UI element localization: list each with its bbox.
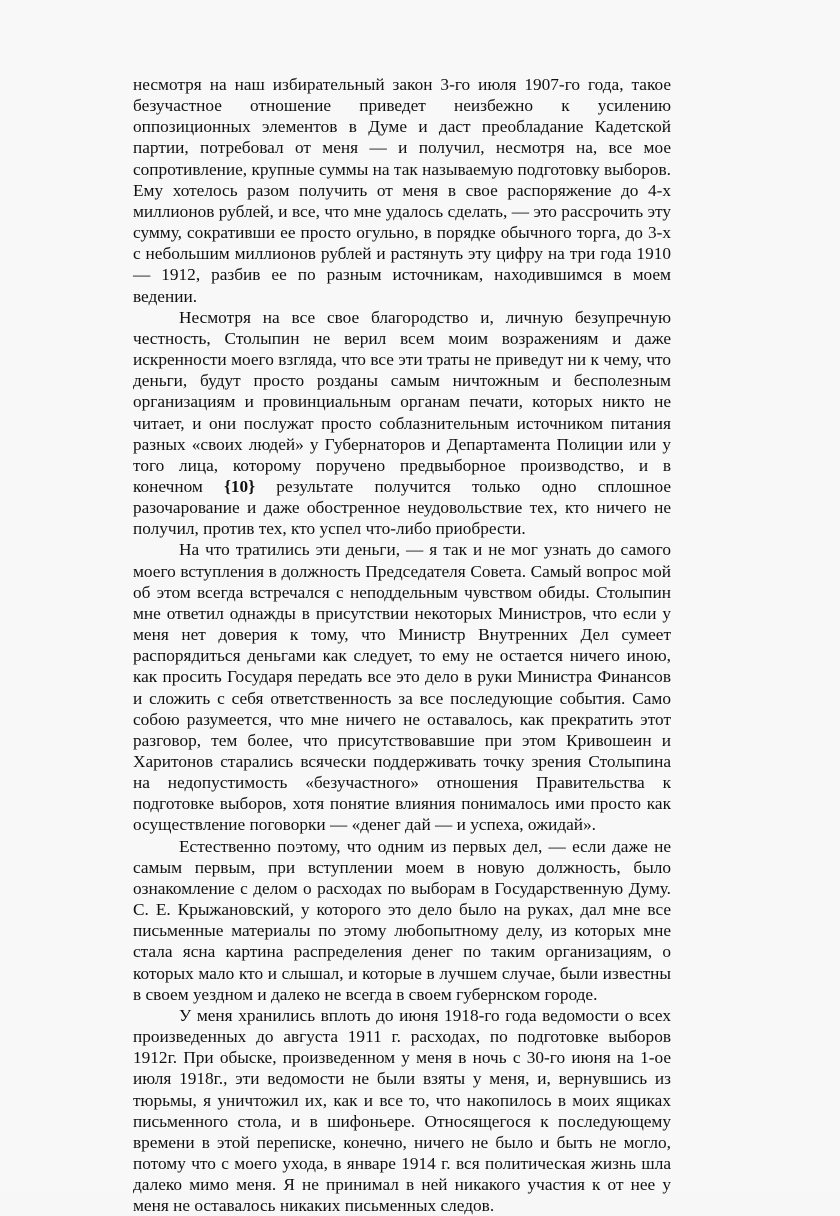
paragraph-5: У меня хранились вплоть до июня 1918-го года ведомости о всех произведенных до августа 1911 г. расходах, по подготовке выборов 1912г. При обыске, произведенном у меня в ночь с 30-го июня на 1-ое июля 1918г., эти ведомости не были взяты у меня, и, вернувшись из тюрьмы, я уничтожил их, как и все то, что накопилось в моих ящиках письменного стола, и в шифоньере. Относящегося к последующему времени в этой переписке, конечно, ничего не было и быть не могло, потому что с моего ухода, в январе 1914 г. вся политическая жизнь шла далеко мимо меня. Я не принимал в ней никакого участия к от нее у меня не оставалось никаких письменных следов. — [133, 1005, 671, 1216]
paragraph-2-text-after: результате получится только одно сплошное разочарование и даже обостренное неудовольствие тех, кто ничего не получил, против тех, кто успел что-либо приобрести. — [133, 476, 671, 539]
paragraph-1: несмотря на наш избирательный закон 3-го июля 1907-го года, такое безучастное отношение приведет неизбежно к усилению оппозиционных элементов в Думе и даст преобладание Кадетской партии, потребовал от меня — и получил, несмотря на, все мое сопротивление, крупные суммы на так называемую подготовку выборов. Ему хотелось разом получить от меня в свое распоряжение до 4-х миллионов рублей, и все, что мне удалось сделать, — это рассрочить эту сумму, сокративши ее просто огульно, в порядке обычного торга, до 3-х с небольшим миллионов рублей и растянуть эту цифру на три года 1910 — 1912, разбив ее по разным источникам, находившимся в моем ведении. — [133, 75, 671, 306]
paragraph-2 — [133, 307, 671, 540]
paragraph-4: Естественно поэтому, что одним из первых дел, — если даже не самым первым, при вступлении моем в новую должность, было ознакомление с делом о расходах по выборам в Государственную Думу. С. Е. Крыжановский, у которого это дело было на руках, дал мне все письменные материалы по этому любопытному делу, из которых мне стала ясна картина распределения денег по таким организациям, о которых мало кто и слышал, и которые в лучшем случае, были известны в своем уездном и далеко не всегда в своем губернском городе. — [133, 836, 671, 1004]
paragraph-3: На что тратились эти деньги, — я так и не мог узнать до самого моего вступления в должность Председателя Совета. Самый вопрос мой об этом всегда встречался с неподдельным чувством обиды. Столыпин мне ответил однажды в присутствии некоторых Министров, что если у меня нет доверия к тому, что Министр Внутренних Дел сумеет распорядиться деньгами как следует, то ему не остается ничего иною, как просить Государя передать все это дело в руки Министра Финансов и сложить с себя ответственность за все последующие события. Само собою разумеется, что мне ничего не оставалось, как прекратить этот разговор, тем более, что присутствовавшие при этом Кривошеин и Харитонов старались всячески поддерживать точку зрения Столыпина на недопустимость «безучастного» отношения Правительства к подготовке выборов, хотя понятие влияния понималось ими просто как осуществление поговорки — «денег дай — и успеха, ожидай». — [133, 540, 671, 835]
text-body — [133, 74, 671, 1216]
page-number-marker: {10} — [224, 476, 256, 496]
paragraph-2-text-before: Несмотря на все свое благородство и, личную безупречную честность, Столыпин не верил всем моим возражениям и даже искренности моего взгляда, что все эти траты не приведут ни к чему, что деньги, будут просто розданы самым ничтожным и бесполезным организациям и провинциальным органам печати, которых никто не читает, и они послужат просто соблазнительным источником питания разных «своих людей» у Губернаторов и Департамента Полиции или у того лица, которому поручено предвыборное производство, и в конечном — [133, 307, 671, 496]
